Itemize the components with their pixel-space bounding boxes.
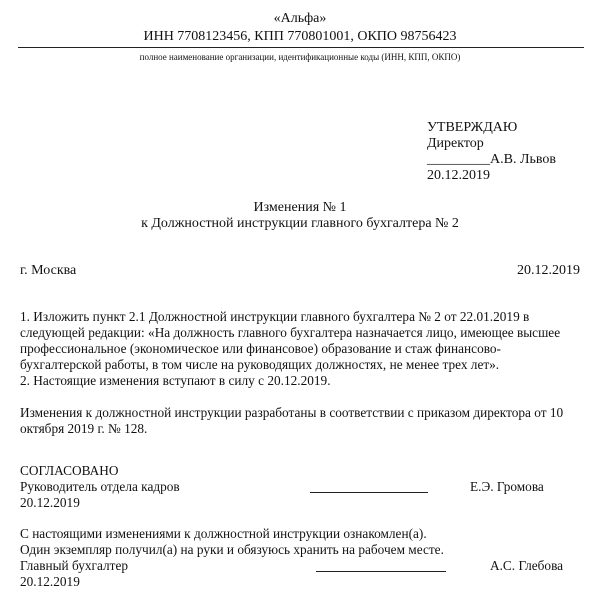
agreed-name: Е.Э. Громова xyxy=(470,479,544,494)
approval-date: 20.12.2019 xyxy=(427,168,490,183)
change-item-1-line: следующей редакции: «На должность главного бухгалтера назначается лицо, имеющее высшее xyxy=(20,325,561,340)
place-date: 20.12.2019 xyxy=(517,263,580,278)
change-item-1 xyxy=(20,309,585,373)
development-note-line: октября 2019 г. № 128. xyxy=(20,421,148,436)
organization-name: «Альфа» xyxy=(273,11,327,26)
agreed-title: СОГЛАСОВАНО xyxy=(20,463,119,478)
header-rule xyxy=(18,47,584,48)
acquainted-line-2: Один экземпляр получил(а) на руки и обязуюсь хранить на рабочем месте. xyxy=(20,542,444,557)
acquainted-line-1: С настоящими изменениями к должностной инструкции ознакомлен(а). xyxy=(20,526,427,541)
change-item-1-line: 1. Изложить пункт 2.1 Должностной инструкции главного бухгалтера № 2 от 22.01.2019 в xyxy=(20,309,530,324)
acquainted-position: Главный бухгалтер xyxy=(20,558,129,573)
organization-codes: ИНН 7708123456, КПП 770801001, ОКПО 98756423 xyxy=(143,29,457,44)
document-subtitle: к Должностной инструкции главного бухгалтера № 2 xyxy=(141,216,459,231)
development-note-line: Изменения к должностной инструкции разработаны в соответствии с приказом директора от 10 xyxy=(20,405,564,420)
agreed-date: 20.12.2019 xyxy=(20,495,80,510)
approval-signature-blank: _________ xyxy=(427,152,490,167)
agreed-signature-line xyxy=(310,492,428,493)
acquainted-date: 20.12.2019 xyxy=(20,574,80,589)
change-item-1-line: профессиональное (экономическое или финансовое) образование и стаж финансово- xyxy=(20,341,501,356)
approval-name: А.В. Львов xyxy=(490,152,556,167)
change-item-1-line: бухгалтерской работы, в том числе на руководящих должностях, не менее трех лет». xyxy=(20,357,500,372)
change-item-2: 2. Настоящие изменения вступают в силу с 20.12.2019. xyxy=(20,373,331,388)
approval-position: Директор xyxy=(427,136,484,151)
agreed-position: Руководитель отдела кадров xyxy=(20,479,180,494)
development-note xyxy=(20,405,585,437)
acquainted-name: А.С. Глебова xyxy=(490,558,564,573)
approval-signature xyxy=(427,151,556,168)
header-caption: полное наименование организации, идентификационные коды (ИНН, КПП, ОКПО) xyxy=(139,52,461,62)
approval-title: УТВЕРЖДАЮ xyxy=(427,120,518,135)
acquainted-signature-line xyxy=(316,571,446,572)
place-city: г. Москва xyxy=(20,263,77,278)
document-title: Изменения № 1 xyxy=(253,200,347,215)
